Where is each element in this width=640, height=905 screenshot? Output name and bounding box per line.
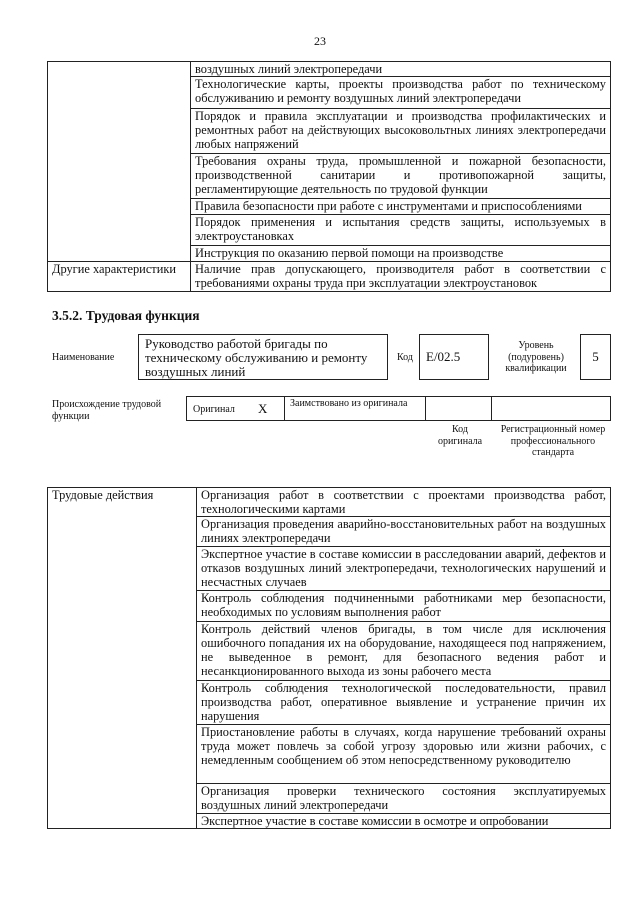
action-item: Контроль действий членов бригады, в том числе для исключения ошибочного попадания их на оборудование, находящееся под напряжением, не выведенное в ремонт, для безопасного ведения работ и несанкционированного выхода из зоны рабочего места	[197, 622, 611, 681]
origin-divider	[491, 396, 492, 421]
original-label: Оригинал	[193, 404, 235, 415]
action-item: Приостановление работы в случаях, когда нарушение требований охраны труда может повлечь за собой угрозу здоровью или жизни рабочих, с немедленным сообщением об этом непосредственному руководителю	[197, 725, 611, 784]
knowledge-item: Требования охраны труда, промышленной и пожарной безопасности, производственной санитарии и противопожарной защиты, регламентирующие деятельность по трудовой функции	[191, 154, 611, 199]
action-item: Контроль соблюдения технологической последовательности, правил производства работ, оперативное выявление и устранение причин их нарушения	[197, 681, 611, 725]
row-label: Другие характеристики	[48, 262, 191, 292]
action-item: Организация работ в соответствии с проектами производства работ, технологическими картами	[197, 488, 611, 517]
original-mark: X	[258, 401, 268, 416]
function-name: Руководство работой бригады по техническому обслуживанию и ремонту воздушных линий	[138, 334, 388, 380]
action-item: Организация проведения аварийно-восстановительных работ на воздушных линиях электропередачи	[197, 517, 611, 547]
origin-label: Происхождение трудовой функции	[52, 399, 162, 422]
labor-actions-table	[47, 487, 611, 829]
section-title: 3.5.2. Трудовая функция	[52, 308, 200, 323]
knowledge-item: Наличие прав допускающего, производителя работ в соответствии с требованиями охраны труда при эксплуатации электроустановок	[191, 262, 611, 292]
action-item: Экспертное участие в составе комиссии в осмотре и опробовании	[197, 814, 611, 829]
table-row	[48, 62, 611, 77]
code-label: Код	[397, 352, 413, 363]
action-item: Контроль соблюдения подчиненными работниками мер безопасности, необходимых по условиям выполнения работ	[197, 591, 611, 622]
page-number: 23	[314, 34, 326, 48]
row-label	[48, 62, 191, 262]
origin-divider	[284, 396, 285, 421]
code-original-label: Код оригинала	[437, 424, 483, 447]
function-code: E/02.5	[419, 334, 489, 380]
name-label: Наименование	[52, 352, 115, 363]
reg-number-label: Регистрационный номер профессионального стандарта	[500, 424, 606, 458]
table-row	[48, 488, 611, 517]
knowledge-item: Порядок и правила эксплуатации и производства профилактических и ремонтных работ на действующих высоковольтных линиях электропередачи любых напряжений	[191, 109, 611, 154]
knowledge-item: Инструкция по оказанию первой помощи на производстве	[191, 246, 611, 262]
action-item: Экспертное участие в составе комиссии в расследовании аварий, дефектов и отказов воздушных линий электропередачи, технологических нарушений и несчастных случаев	[197, 547, 611, 591]
knowledge-item: Порядок применения и испытания средств защиты, используемых в электроустановках	[191, 215, 611, 246]
action-item: Организация проверки технического состояния эксплуатируемых воздушных линий электропередачи	[197, 784, 611, 814]
borrowed-label: Заимствовано из оригинала	[290, 398, 408, 409]
level-label: Уровень (подуровень) квалификации	[505, 340, 567, 374]
knowledge-table	[47, 61, 611, 292]
qualification-level: 5	[580, 334, 611, 380]
knowledge-item: Правила безопасности при работе с инструментами и приспособлениями	[191, 199, 611, 215]
knowledge-item: Технологические карты, проекты производства работ по техническому обслуживанию и ремонту воздушных линий электропередачи	[191, 77, 611, 109]
knowledge-item: воздушных линий электропередачи	[191, 62, 611, 77]
row-label: Трудовые действия	[48, 488, 197, 829]
table-row	[48, 262, 611, 292]
origin-divider	[425, 396, 426, 421]
